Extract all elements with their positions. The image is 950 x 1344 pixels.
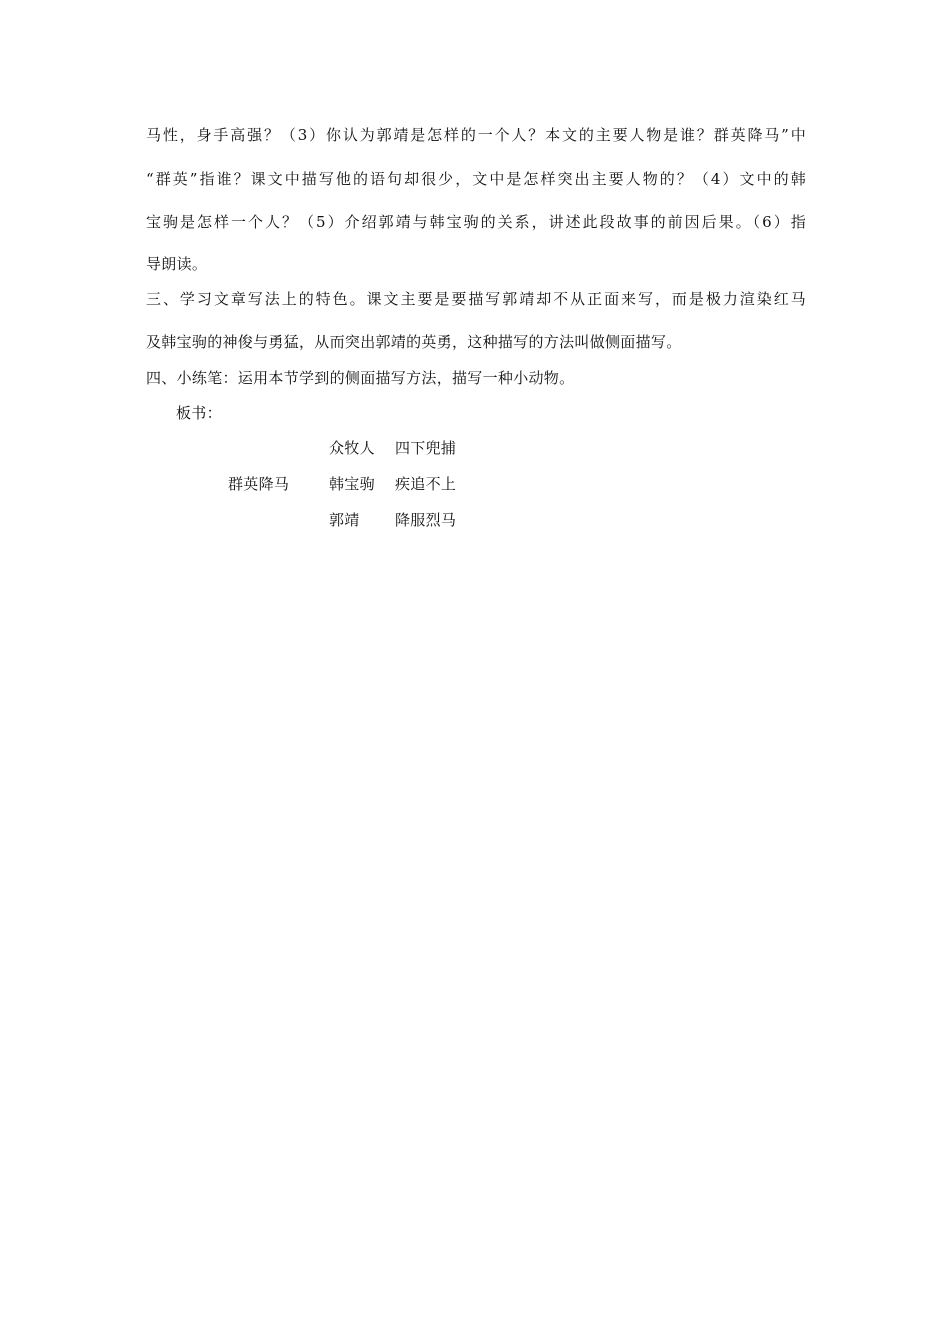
- paragraph-line-2: “群英”指谁？课文中描写他的语句却很少，文中是怎样突出主要人物的？（4）文中的韩: [146, 170, 806, 188]
- paragraph-line-4: 导朗读。: [146, 255, 208, 273]
- board-row-1-who: 众牧人: [329, 439, 375, 457]
- section4-text: 四、小练笔：运用本节学到的侧面描写方法，描写一种小动物。: [146, 369, 575, 387]
- board-row-3-action: 降服烈马: [395, 511, 457, 529]
- board-title: 群英降马: [228, 475, 290, 493]
- paragraph-line-3: 宝驹是怎样一个人？（5）介绍郭靖与韩宝驹的关系，讲述此段故事的前因后果。（6）指: [146, 213, 806, 231]
- board-row-2-action: 疾追不上: [395, 475, 457, 493]
- board-label: 板书：: [176, 404, 222, 422]
- section3-line-2: 及韩宝驹的神俊与勇猛，从而突出郭靖的英勇，这种描写的方法叫做侧面描写。: [146, 333, 682, 351]
- section3-line-1: 三、学习文章写法上的特色。课文主要是要描写郭靖却不从正面来写，而是极力渲染红马: [146, 290, 806, 308]
- board-row-1-action: 四下兜捕: [395, 439, 457, 457]
- board-row-3-who: 郭靖: [329, 511, 360, 529]
- board-row-2-who: 韩宝驹: [329, 475, 375, 493]
- paragraph-line-1: 马性，身手高强？（3）你认为郭靖是怎样的一个人？本文的主要人物是谁？群英降马”中: [146, 126, 806, 144]
